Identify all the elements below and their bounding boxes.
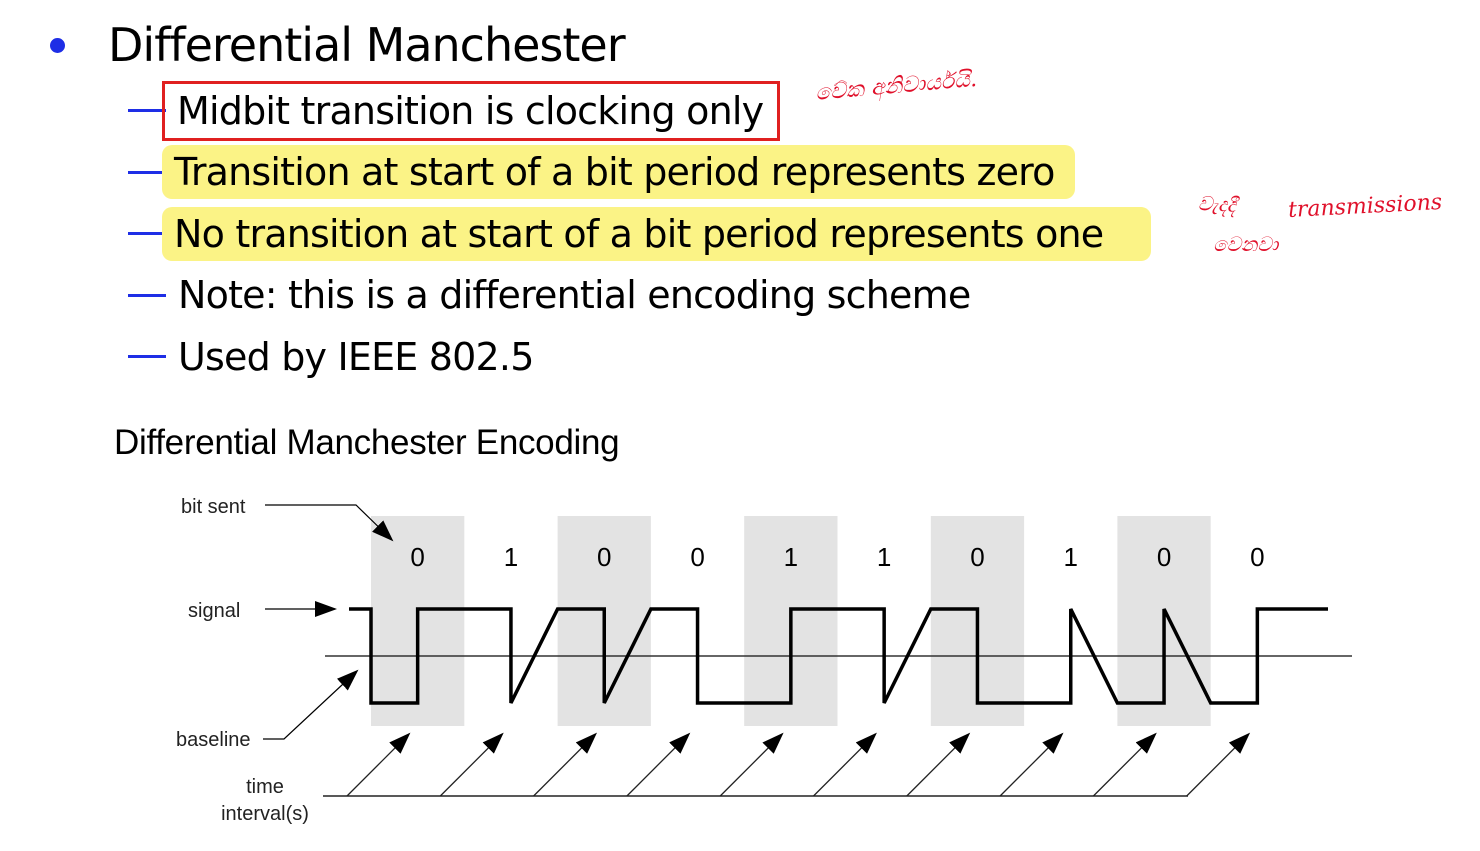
- heading-title: Differential Manchester: [108, 18, 625, 72]
- bullet-item: [128, 203, 1151, 265]
- handwritten-note: transmissions: [1287, 189, 1443, 224]
- label-signal: signal: [188, 600, 241, 622]
- time-interval-arrow: [814, 734, 876, 796]
- bit-value-label: 0: [970, 542, 985, 572]
- handwritten-note: වැදදී: [1197, 191, 1237, 217]
- bit-value-label: 0: [410, 542, 425, 572]
- bullet-text: Used by IEEE 802.5: [178, 334, 534, 379]
- handwritten-note: වෙනවා: [1213, 232, 1279, 256]
- bit-value-label: 1: [1063, 542, 1078, 572]
- time-interval-arrows: [347, 734, 1249, 796]
- bit-value-label: 1: [783, 542, 799, 572]
- time-interval-arrow: [1000, 734, 1062, 796]
- time-interval-arrow: [627, 734, 689, 796]
- label-baseline: baseline: [176, 729, 251, 751]
- bit-value-label: 0: [690, 542, 705, 572]
- baseline-pointer: [263, 671, 357, 739]
- label-interval: interval(s): [221, 803, 309, 825]
- time-interval-arrow: [720, 734, 782, 796]
- bit-value-label: 1: [876, 542, 892, 572]
- time-interval-arrow: [1093, 734, 1155, 796]
- bit-value-label: 1: [503, 542, 519, 572]
- figure-title: Differential Manchester Encoding: [114, 423, 620, 462]
- time-interval-arrow: [440, 734, 502, 796]
- handwritten-note: වේක අනිවාර්යයි.: [814, 66, 978, 107]
- bullet-text: Note: this is a differential encoding scheme: [178, 273, 971, 318]
- bit-value-label: 0: [1250, 542, 1265, 572]
- label-time: time: [246, 776, 284, 798]
- bullet-text-highlighted: Transition at start of a bit period represents zero: [162, 145, 1075, 199]
- time-interval-arrow: [1187, 734, 1249, 796]
- time-interval-arrow: [907, 734, 969, 796]
- label-bit-sent: bit sent: [181, 496, 246, 518]
- time-interval-arrow: [347, 734, 409, 796]
- time-interval-arrow: [534, 734, 596, 796]
- bullet-text-boxed: Midbit transition is clocking only: [162, 81, 780, 141]
- bullet-item: [128, 142, 1151, 204]
- bullet-text-highlighted: No transition at start of a bit period represents one: [162, 207, 1151, 261]
- bit-value-label: 0: [597, 542, 612, 572]
- bit-value-label: 0: [1156, 542, 1172, 572]
